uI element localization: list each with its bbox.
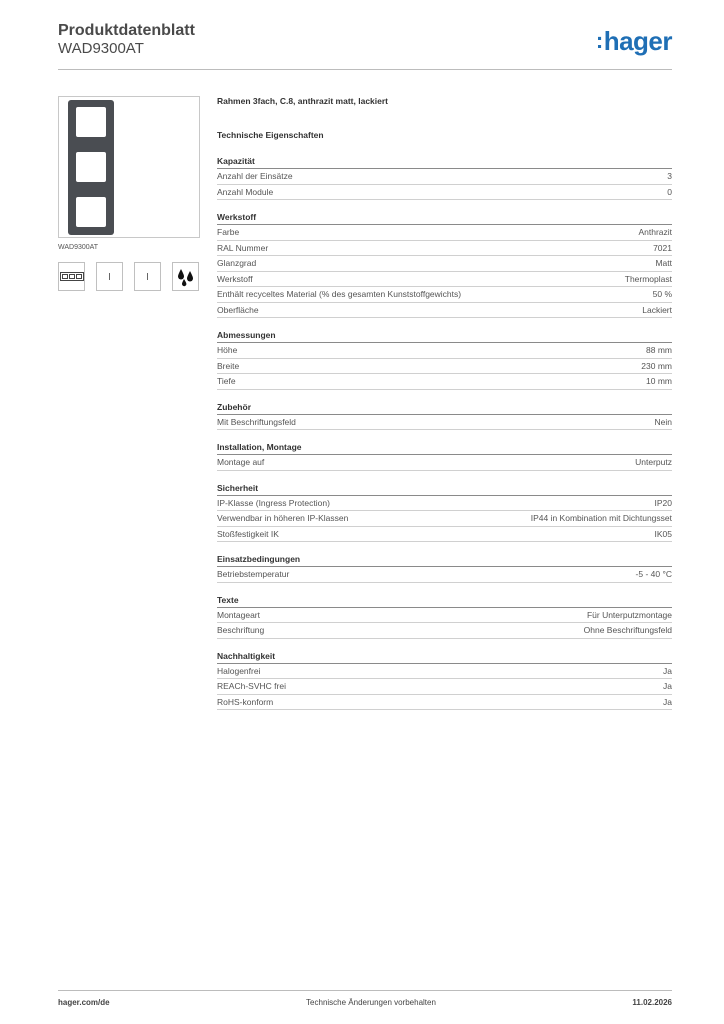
- spec-value: 230 mm: [641, 360, 672, 371]
- spec-row: [217, 679, 672, 695]
- spec-label: Stoßfestigkeit IK: [217, 528, 279, 539]
- spec-row: [217, 567, 672, 583]
- spec-label: Breite: [217, 360, 240, 371]
- spec-value: 50 %: [652, 289, 672, 299]
- product-name: Rahmen 3fach, C.8, anthrazit matt, lackiert: [217, 96, 388, 106]
- spec-row: [217, 374, 672, 390]
- spec-row: [217, 511, 672, 527]
- spec-row: [217, 272, 672, 288]
- footer-website[interactable]: hager.com/de: [58, 998, 110, 1007]
- vertical-mount-icon: [96, 262, 123, 291]
- header-divider: [58, 69, 672, 70]
- section-title: Kapazität: [217, 154, 672, 169]
- spec-label: Enthält recyceltes Material (% des gesamten Kunststoffgewichts): [217, 289, 462, 299]
- section-title: Installation, Montage: [217, 440, 672, 455]
- spec-row: [217, 225, 672, 241]
- spec-value: Lackiert: [642, 304, 672, 315]
- spec-row: [217, 608, 672, 624]
- spec-value: Nein: [654, 416, 672, 427]
- spec-value: Ohne Beschriftungsfeld: [583, 625, 672, 635]
- spec-label: Oberfläche: [217, 304, 259, 315]
- section-title: Sicherheit: [217, 481, 672, 496]
- spec-value: Anthrazit: [638, 227, 672, 237]
- spec-row: [217, 303, 672, 319]
- spec-label: Montage auf: [217, 457, 265, 467]
- spec-label: Werkstoff: [217, 273, 253, 284]
- spec-row: [217, 664, 672, 680]
- section-title: Texte: [217, 593, 672, 608]
- tech-heading: Technische Eigenschaften: [217, 130, 324, 140]
- spec-row: [217, 415, 672, 431]
- page-footer: [58, 998, 672, 1007]
- spec-label: Farbe: [217, 227, 240, 237]
- spec-value: 7021: [653, 242, 672, 253]
- spec-label: REACh-SVHC frei: [217, 681, 286, 691]
- spec-sections: [217, 154, 672, 710]
- spec-row: [217, 359, 672, 375]
- section-title: Nachhaltigkeit: [217, 649, 672, 664]
- section-title: Zubehör: [217, 400, 672, 415]
- spec-label: Höhe: [217, 345, 238, 355]
- spec-row: [217, 256, 672, 272]
- image-caption: WAD9300AT: [58, 244, 99, 251]
- spec-content: [217, 96, 672, 710]
- spec-row: [217, 343, 672, 359]
- footer-divider: [58, 990, 672, 991]
- footer-notice: Technische Änderungen vorbehalten: [306, 998, 436, 1007]
- spec-value: Thermoplast: [624, 273, 672, 284]
- product-image: [58, 96, 200, 238]
- spec-value: Matt: [655, 258, 672, 268]
- spec-row: [217, 623, 672, 639]
- spec-row: [217, 527, 672, 543]
- spec-value: 88 mm: [646, 345, 672, 355]
- spec-row: [217, 185, 672, 201]
- spec-label: RoHS-konform: [217, 696, 274, 707]
- spec-value: 10 mm: [646, 376, 672, 386]
- water-drops-icon: [172, 262, 199, 291]
- spec-value: Unterputz: [635, 457, 672, 467]
- spec-label: Anzahl Module: [217, 186, 274, 197]
- spec-label: Glanzgrad: [217, 258, 257, 268]
- page-title: Produktdatenblatt: [58, 22, 195, 39]
- spec-label: Betriebstemperatur: [217, 569, 290, 579]
- hager-logo: :hager: [595, 26, 672, 56]
- spec-label: Halogenfrei: [217, 665, 261, 676]
- spec-row: [217, 287, 672, 303]
- horizontal-mount-icon: [134, 262, 161, 291]
- product-code: WAD9300AT: [58, 40, 144, 57]
- spec-label: RAL Nummer: [217, 242, 269, 253]
- section-title: Abmessungen: [217, 328, 672, 343]
- spec-value: Ja: [663, 665, 672, 676]
- spec-label: IP-Klasse (Ingress Protection): [217, 497, 330, 508]
- spec-row: [217, 695, 672, 711]
- spec-row: [217, 455, 672, 471]
- spec-value: IK05: [654, 528, 672, 539]
- spec-value: 3: [667, 171, 672, 181]
- spec-label: Montageart: [217, 609, 260, 620]
- footer-date: 11.02.2026: [632, 998, 672, 1007]
- spec-value: Ja: [663, 681, 672, 691]
- spec-row: [217, 496, 672, 512]
- spec-value: Ja: [663, 696, 672, 707]
- frame-picture: [68, 100, 114, 235]
- spec-value: IP20: [654, 497, 672, 508]
- section-title: Einsatzbedingungen: [217, 552, 672, 567]
- spec-row: [217, 241, 672, 257]
- logo-text: hager: [603, 26, 672, 56]
- page-header: [58, 22, 195, 58]
- triple-frame-icon: [58, 262, 85, 291]
- spec-value: IP44 in Kombination mit Dichtungsset: [530, 513, 672, 523]
- feature-icons: [58, 262, 199, 291]
- spec-label: Beschriftung: [217, 625, 265, 635]
- spec-value: Für Unterputzmontage: [586, 609, 672, 620]
- spec-label: Anzahl der Einsätze: [217, 171, 293, 181]
- section-title: Werkstoff: [217, 210, 672, 225]
- spec-value: -5 - 40 °C: [635, 569, 672, 579]
- spec-label: Verwendbar in höheren IP-Klassen: [217, 513, 349, 523]
- spec-row: [217, 169, 672, 185]
- spec-label: Mit Beschriftungsfeld: [217, 416, 296, 427]
- spec-label: Tiefe: [217, 376, 236, 386]
- spec-value: 0: [667, 186, 672, 197]
